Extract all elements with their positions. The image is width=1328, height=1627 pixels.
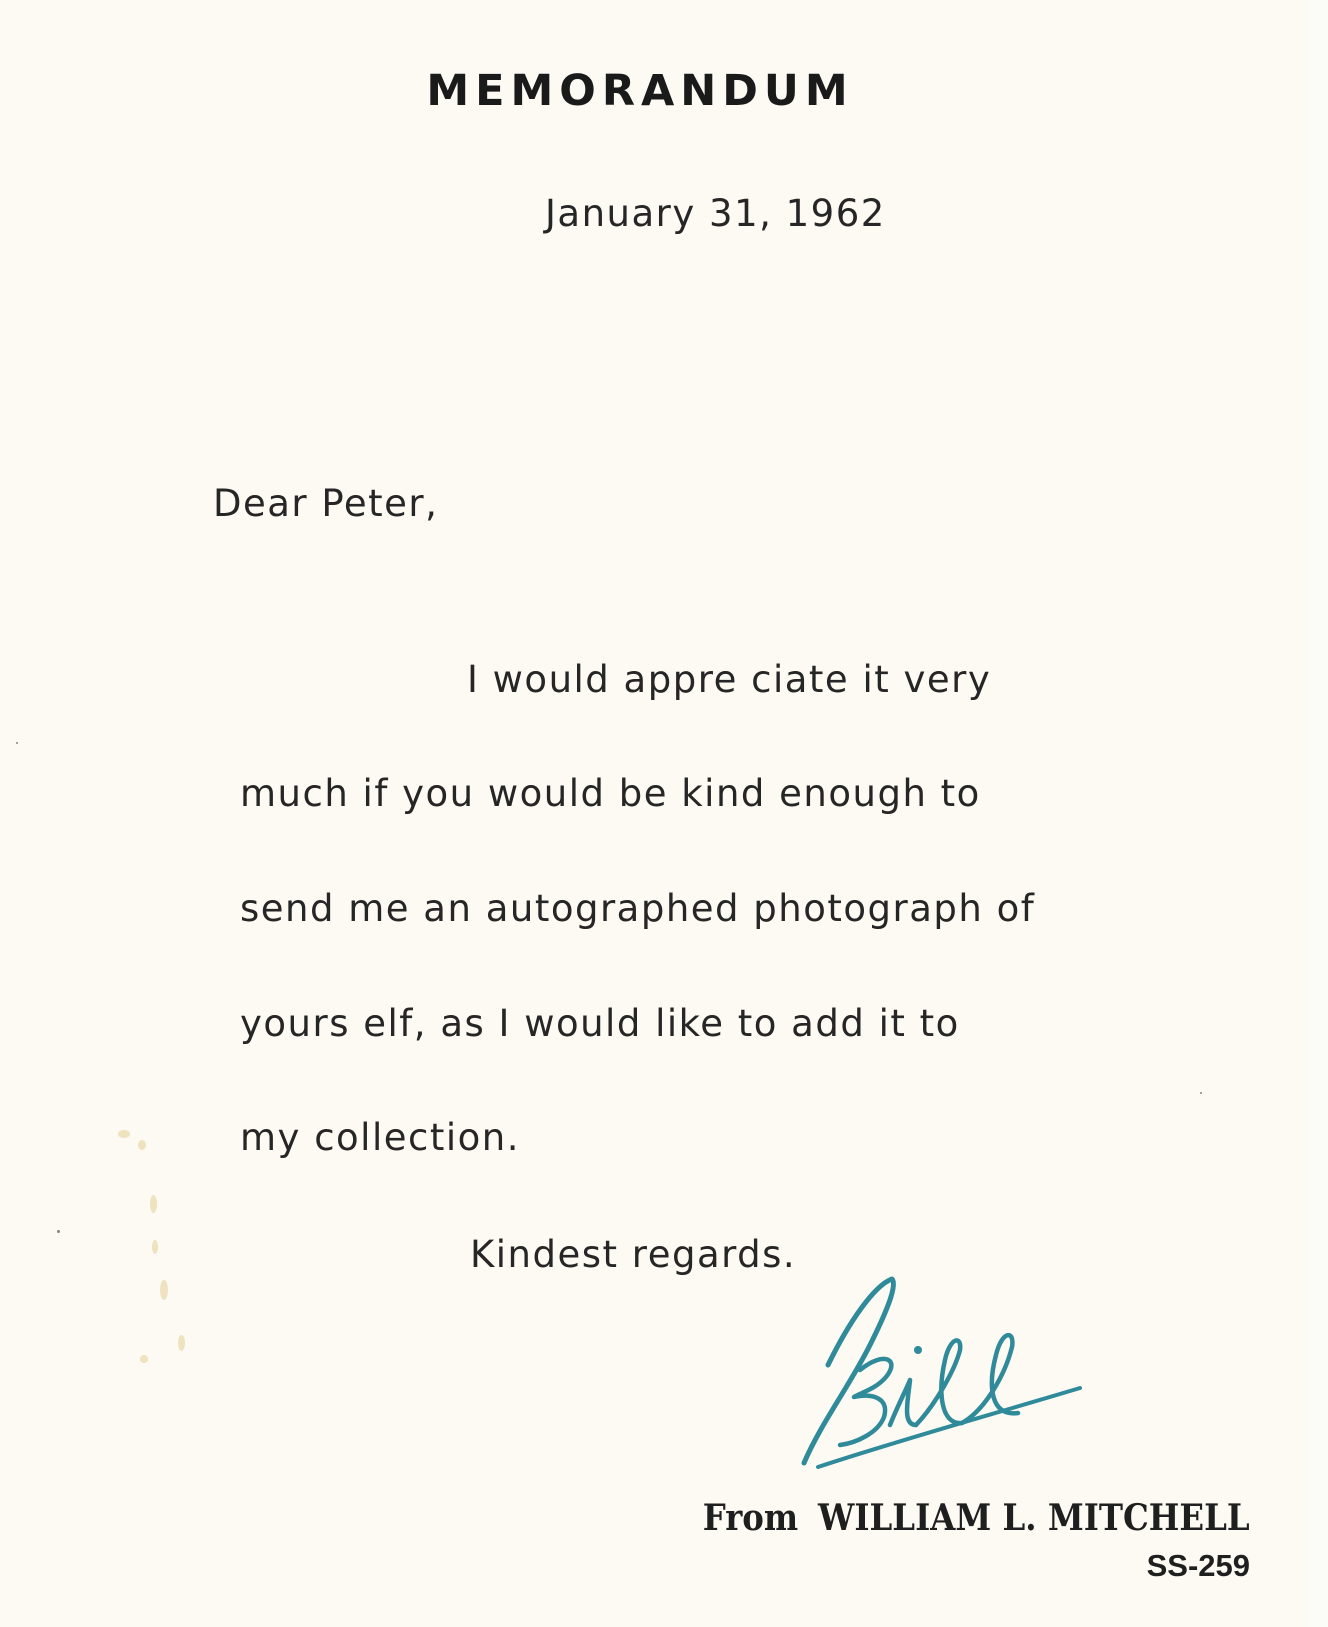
body-line: my collection. [240,1116,520,1159]
body-line: I would appre ciate it very [467,658,992,701]
memo-date: January 31, 1962 [545,192,886,235]
sender-line [703,1497,1250,1539]
closing: Kindest regards. [470,1233,797,1276]
memo-code: SS-259 [1146,1548,1250,1583]
sender-name: WILLIAM L. MITCHELL [818,1497,1250,1539]
body-line: send me an autographed photograph of [240,887,1036,930]
paper-stain [152,1240,158,1254]
paper-stain [140,1355,148,1363]
memo-title: MEMORANDUM [426,66,854,116]
paper-stain [160,1280,168,1300]
paper-stain [138,1140,146,1150]
handwritten-signature [790,1275,1090,1485]
paper-stain [150,1195,157,1213]
paper-speck [57,1230,60,1233]
from-label: From [703,1497,799,1539]
paper-stain [118,1130,130,1138]
body-line: yours elf, as I would like to add it to [240,1002,960,1045]
salutation: Dear Peter, [213,482,439,525]
body-line: much if you would be kind enough to [240,772,981,815]
paper-stain [178,1335,185,1351]
scan-edge [1308,0,1328,1627]
paper-speck [1200,1092,1202,1094]
paper-speck [16,742,18,744]
